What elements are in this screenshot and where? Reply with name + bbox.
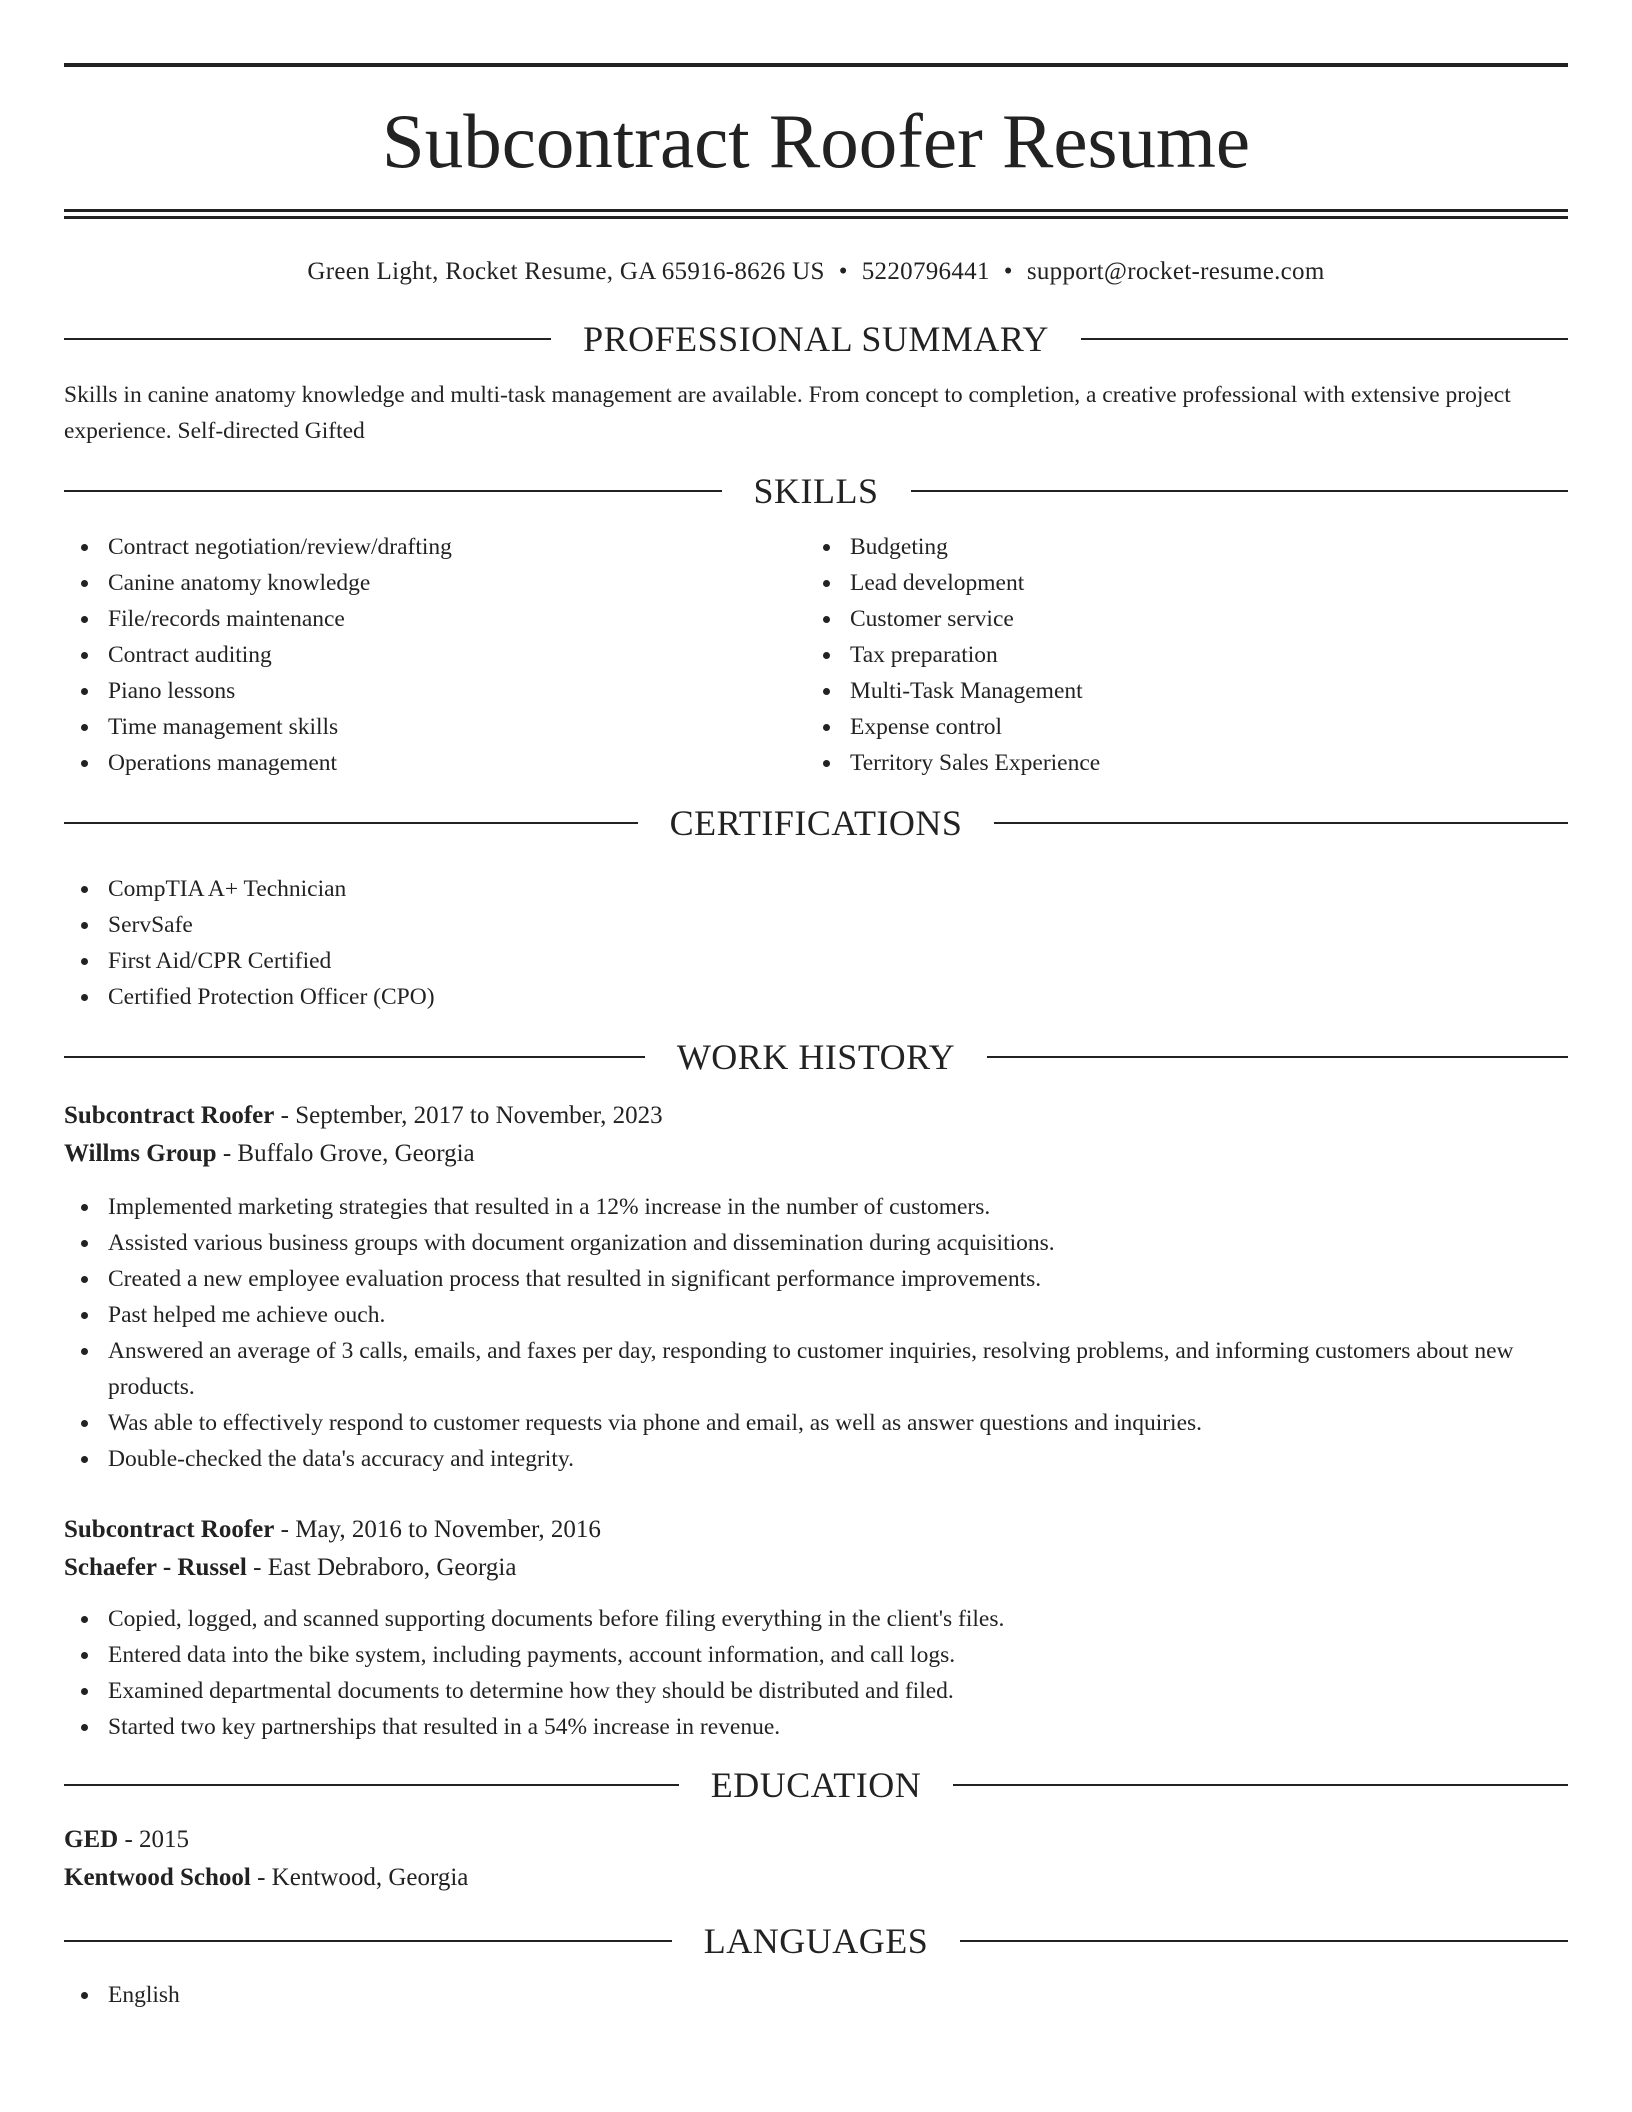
section-title: LANGUAGES (703, 1921, 929, 1961)
skill-item: Piano lessons (64, 673, 806, 709)
skill-item: Multi-Task Management (806, 673, 1548, 709)
job-company-line (64, 1135, 1568, 1173)
job-bullet: Was able to effectively respond to customer requests via phone and email, as well as answer questions and inquiries. (64, 1405, 1568, 1441)
job-bullet: Copied, logged, and scanned supporting documents before filing everything in the client's files. (64, 1601, 1568, 1637)
job-company-line (64, 1549, 1568, 1587)
education-school: Kentwood School (64, 1864, 251, 1891)
job-dates: May, 2016 to November, 2016 (295, 1516, 601, 1543)
job-entry (64, 1097, 1568, 1477)
job-bullets (64, 1189, 1568, 1477)
job-title: Subcontract Roofer (64, 1516, 275, 1543)
education-degree-line (64, 1821, 1568, 1859)
skills-columns (64, 529, 1568, 781)
skill-item: File/records maintenance (64, 601, 806, 637)
skill-item: Time management skills (64, 709, 806, 745)
job-title: Subcontract Roofer (64, 1102, 275, 1129)
section-title: EDUCATION (710, 1765, 922, 1805)
section-title: PROFESSIONAL SUMMARY (583, 319, 1049, 359)
page-title: Subcontract Roofer Resume (381, 98, 1251, 184)
heading-rule (64, 490, 722, 492)
heading-rule (953, 1784, 1568, 1786)
skills-list-right (806, 529, 1548, 781)
contact-separator: • (838, 258, 848, 285)
job-bullet: Implemented marketing strategies that resulted in a 12% increase in the number of customers. (64, 1189, 1568, 1225)
job-title-line (64, 1097, 1568, 1135)
contact-address: Green Light, Rocket Resume, GA 65916-8626 US (307, 258, 825, 285)
education-school-line (64, 1859, 1568, 1897)
job-bullet: Created a new employee evaluation process that resulted in significant performance improvements. (64, 1261, 1568, 1297)
contact-email: support@rocket-resume.com (1026, 258, 1325, 285)
job-bullet: Answered an average of 3 calls, emails, and faxes per day, responding to customer inquiries, resolving problems, and informing customers about new products. (64, 1333, 1568, 1405)
skill-item: Expense control (806, 709, 1548, 745)
dash: - (216, 1140, 238, 1167)
dash: - (274, 1102, 296, 1129)
education-location: Kentwood, Georgia (271, 1864, 469, 1891)
job-entry (64, 1511, 1568, 1745)
certification-item: ServSafe (64, 907, 1568, 943)
heading-rule (994, 822, 1568, 824)
certification-item: Certified Protection Officer (CPO) (64, 979, 1568, 1015)
resume-page (64, 0, 1568, 2013)
heading-rule (64, 1940, 672, 1942)
job-company: Schaefer - Russel (64, 1554, 247, 1581)
skill-item: Operations management (64, 745, 806, 781)
job-bullet: Double-checked the data's accuracy and integrity. (64, 1441, 1568, 1477)
heading-rule (987, 1056, 1568, 1058)
education-degree: GED (64, 1826, 119, 1853)
section-heading-summary (64, 317, 1568, 361)
summary-text: Skills in canine anatomy knowledge and multi-task management are available. From concept to completion, a creative professional with extensive project experience. Self-directed Gifted (64, 382, 1511, 444)
section-title: WORK HISTORY (676, 1037, 956, 1077)
skill-item: Budgeting (806, 529, 1548, 565)
job-bullet: Examined departmental documents to determine how they should be distributed and filed. (64, 1673, 1568, 1709)
skill-item: Contract negotiation/review/drafting (64, 529, 806, 565)
certification-item: First Aid/CPR Certified (64, 943, 1568, 979)
job-title-line (64, 1511, 1568, 1549)
section-heading-certifications (64, 801, 1568, 845)
heading-rule (911, 490, 1569, 492)
contact-phone: 5220796441 (861, 258, 990, 285)
language-item: English (64, 1977, 1568, 2013)
heading-rule (1081, 338, 1568, 340)
skill-item: Contract auditing (64, 637, 806, 673)
certification-item: CompTIA A+ Technician (64, 871, 1568, 907)
job-bullet: Assisted various business groups with document organization and dissemination during acquisitions. (64, 1225, 1568, 1261)
dash: - (246, 1554, 268, 1581)
education-year: 2015 (139, 1826, 190, 1853)
contact-separator: • (1003, 258, 1013, 285)
section-title: CERTIFICATIONS (669, 803, 963, 843)
skill-item: Territory Sales Experience (806, 745, 1548, 781)
job-company: Willms Group (64, 1140, 217, 1167)
heading-rule (64, 1784, 679, 1786)
skill-item: Lead development (806, 565, 1548, 601)
section-heading-education (64, 1763, 1568, 1807)
section-title: SKILLS (753, 471, 879, 511)
job-location: Buffalo Grove, Georgia (237, 1140, 475, 1167)
dash: - (118, 1826, 140, 1853)
skills-list-left (64, 529, 806, 781)
skill-item: Tax preparation (806, 637, 1548, 673)
job-bullet: Started two key partnerships that resulted in a 54% increase in revenue. (64, 1709, 1568, 1745)
certifications-list (64, 871, 1568, 1015)
heading-rule (960, 1940, 1568, 1942)
languages-list (64, 1977, 1568, 2013)
top-rule (64, 63, 1568, 67)
job-bullet: Past helped me achieve ouch. (64, 1297, 1568, 1333)
job-bullets (64, 1601, 1568, 1745)
title-double-rule (64, 209, 1568, 219)
skill-item: Customer service (806, 601, 1548, 637)
job-dates: September, 2017 to November, 2023 (295, 1102, 663, 1129)
education-entry (64, 1821, 1568, 1897)
heading-rule (64, 822, 638, 824)
section-heading-work (64, 1035, 1568, 1079)
job-location: East Debraboro, Georgia (267, 1554, 517, 1581)
section-heading-languages (64, 1919, 1568, 1963)
heading-rule (64, 338, 551, 340)
dash: - (250, 1864, 272, 1891)
dash: - (274, 1516, 296, 1543)
skill-item: Canine anatomy knowledge (64, 565, 806, 601)
heading-rule (64, 1056, 645, 1058)
section-heading-skills (64, 469, 1568, 513)
job-bullet: Entered data into the bike system, including payments, account information, and call logs. (64, 1637, 1568, 1673)
contact-line (64, 255, 1568, 289)
